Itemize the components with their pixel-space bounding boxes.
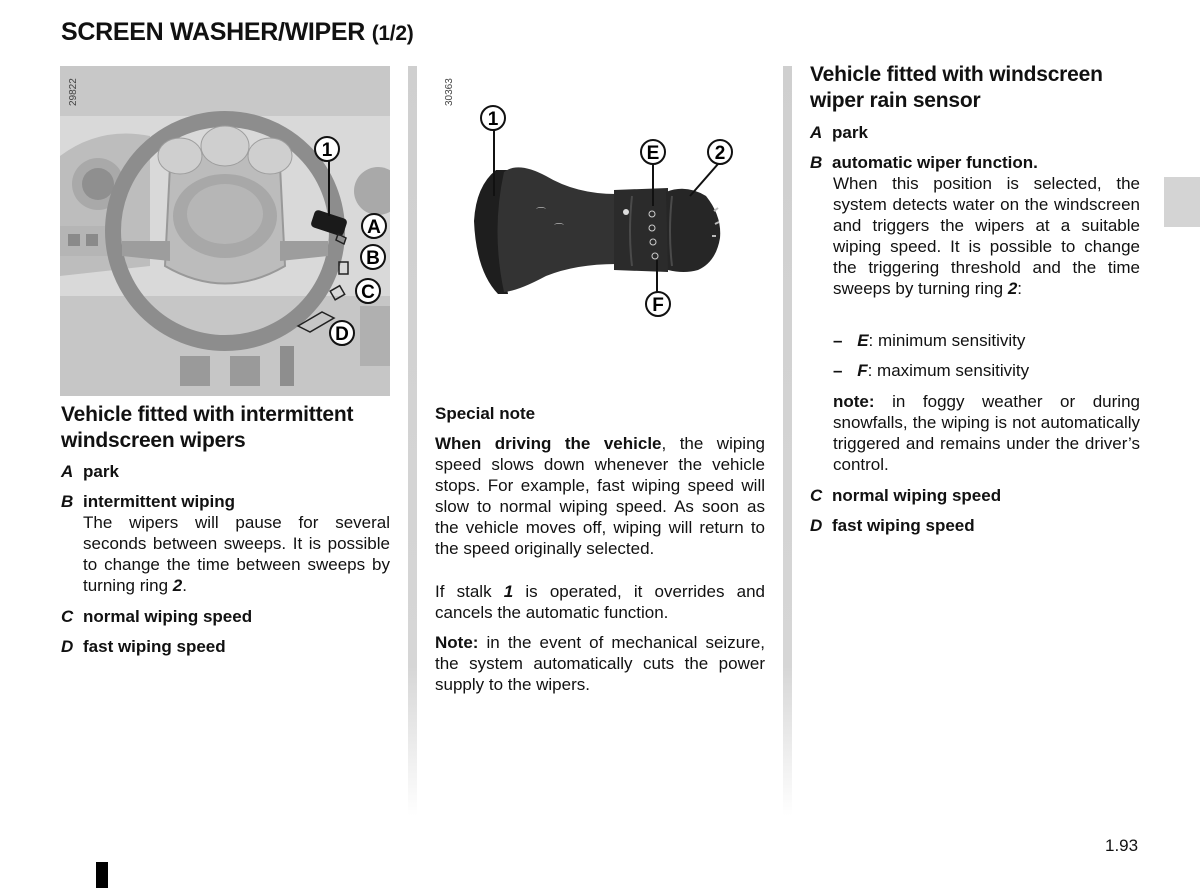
figure1-code: 29822 [68, 78, 79, 106]
right-item-a-text: park [832, 123, 868, 142]
right-item-b-desc-post: : [1017, 279, 1023, 298]
left-item-d-text: fast wiping speed [83, 637, 226, 656]
left-item-a-label: A [61, 462, 74, 481]
left-item-b-desc-ring: 2 [172, 576, 183, 595]
special-note-p1-text: , the wiping speed slows down whenever the vehicle stops. For example, fast wiping speed will slow to normal wiping speed. As soon as the vehicle moves off, wiping will return to the speed originally selected. [435, 434, 765, 558]
steering-wheel-illustration [60, 66, 390, 396]
right-item-b [810, 152, 1038, 173]
page-title-text: SCREEN WASHER/WIPER [61, 18, 366, 46]
stalk-symbol-rear: ⌒ [554, 224, 564, 235]
right-sensitivity-f [833, 360, 1029, 381]
right-item-c-text: normal wiping speed [832, 486, 1002, 505]
figure1-callout-d: D [335, 324, 349, 345]
right-heading [810, 62, 1103, 114]
left-item-b [61, 491, 235, 512]
special-note-paragraph-1 [435, 433, 765, 559]
left-heading [61, 402, 353, 454]
left-item-a [61, 461, 119, 482]
left-heading-line2: windscreen wipers [61, 429, 246, 452]
left-item-b-description [83, 512, 390, 596]
figure1-callout-a: A [367, 217, 381, 238]
figure2-callout-e: E [646, 143, 660, 164]
right-sensitivity-e-label: E [857, 331, 869, 350]
right-note-bold: note: [833, 392, 875, 411]
column-divider-left [408, 66, 417, 816]
left-item-b-desc-post: . [182, 576, 187, 595]
right-item-b-desc-ring: 2 [1007, 279, 1018, 298]
column-divider-right [783, 66, 792, 816]
special-note-note-bold: Note: [435, 633, 479, 652]
left-item-a-text: park [83, 462, 119, 481]
right-item-d [810, 515, 975, 536]
special-note-paragraph-3 [435, 632, 765, 695]
right-note-text: in foggy weather or during snowfalls, the wiping is not automatically triggered and remains under the driver’s control. [833, 392, 1140, 474]
right-item-b-desc-pre: When this position is selected, the system detects water on the windscreen and triggers the wipers at a suitable wiping speed. It is possible to change the triggering threshold and the time sweeps by turning ring [833, 174, 1140, 298]
steering-wheel-figure [60, 66, 390, 396]
right-item-a-label: A [810, 123, 823, 142]
special-note-paragraph-2 [435, 581, 765, 623]
wiper-stalk-illustration [436, 66, 766, 366]
figure2-callout-1: 1 [487, 109, 499, 130]
left-item-c [61, 606, 252, 627]
right-sensitivity-e-text: : minimum sensitivity [868, 331, 1026, 350]
print-margin-mark [96, 862, 108, 888]
figure2-callout-f: F [652, 295, 664, 316]
right-sensitivity-e-dash: – [833, 331, 843, 350]
special-note-note-text: in the event of mechanical seizure, the system automatically cuts the power supply to the wipers. [435, 633, 765, 694]
section-side-tab [1164, 177, 1200, 227]
left-item-c-label: C [61, 607, 74, 626]
left-item-d [61, 636, 226, 657]
figure1-callout-c: C [361, 282, 375, 303]
special-note-title: Special note [435, 404, 536, 423]
right-item-b-text: automatic wiper function. [832, 153, 1038, 172]
right-item-a [810, 122, 868, 143]
page-number: 1.93 [1105, 836, 1139, 855]
figure1-callout-b: B [366, 248, 380, 269]
figure2-callout-2: 2 [714, 143, 726, 164]
page-title [61, 18, 413, 47]
stalk-symbol-front: ⌒ [536, 208, 546, 219]
special-note-p2-stalk: 1 [503, 582, 514, 601]
left-item-b-label: B [61, 492, 74, 511]
special-note-p2-post: is operated, it overrides and cancels the automatic function. [435, 582, 765, 622]
figure2-code: 30363 [444, 78, 455, 106]
special-note-p2-pre: If stalk [435, 582, 504, 601]
right-note [833, 391, 1140, 475]
wiper-stalk-figure [436, 66, 766, 366]
right-item-c-label: C [810, 486, 823, 505]
left-item-b-desc-pre: The wipers will pause for several seconds between sweeps. It is possible to change the time between sweeps by turning ring [83, 513, 390, 595]
figure1-callout-1: 1 [321, 140, 333, 161]
right-sensitivity-f-dash: – [833, 361, 843, 380]
right-item-b-description [833, 173, 1140, 299]
left-item-d-label: D [61, 637, 74, 656]
left-item-b-text: intermittent wiping [83, 492, 236, 511]
right-item-d-label: D [810, 516, 823, 535]
right-item-b-label: B [810, 153, 823, 172]
right-item-c [810, 485, 1001, 506]
right-heading-line1: Vehicle fitted with windscreen [810, 63, 1103, 86]
special-note-p1-bold: When driving the vehicle [435, 434, 662, 453]
right-item-d-text: fast wiping speed [832, 516, 975, 535]
left-item-c-text: normal wiping speed [83, 607, 253, 626]
left-heading-line1: Vehicle fitted with intermittent [61, 403, 354, 426]
page-title-suffix: (1/2) [371, 22, 414, 45]
right-heading-line2: wiper rain sensor [810, 89, 981, 112]
right-sensitivity-f-label: F [857, 361, 868, 380]
right-sensitivity-f-text: : maximum sensitivity [867, 361, 1030, 380]
right-sensitivity-e [833, 330, 1025, 351]
